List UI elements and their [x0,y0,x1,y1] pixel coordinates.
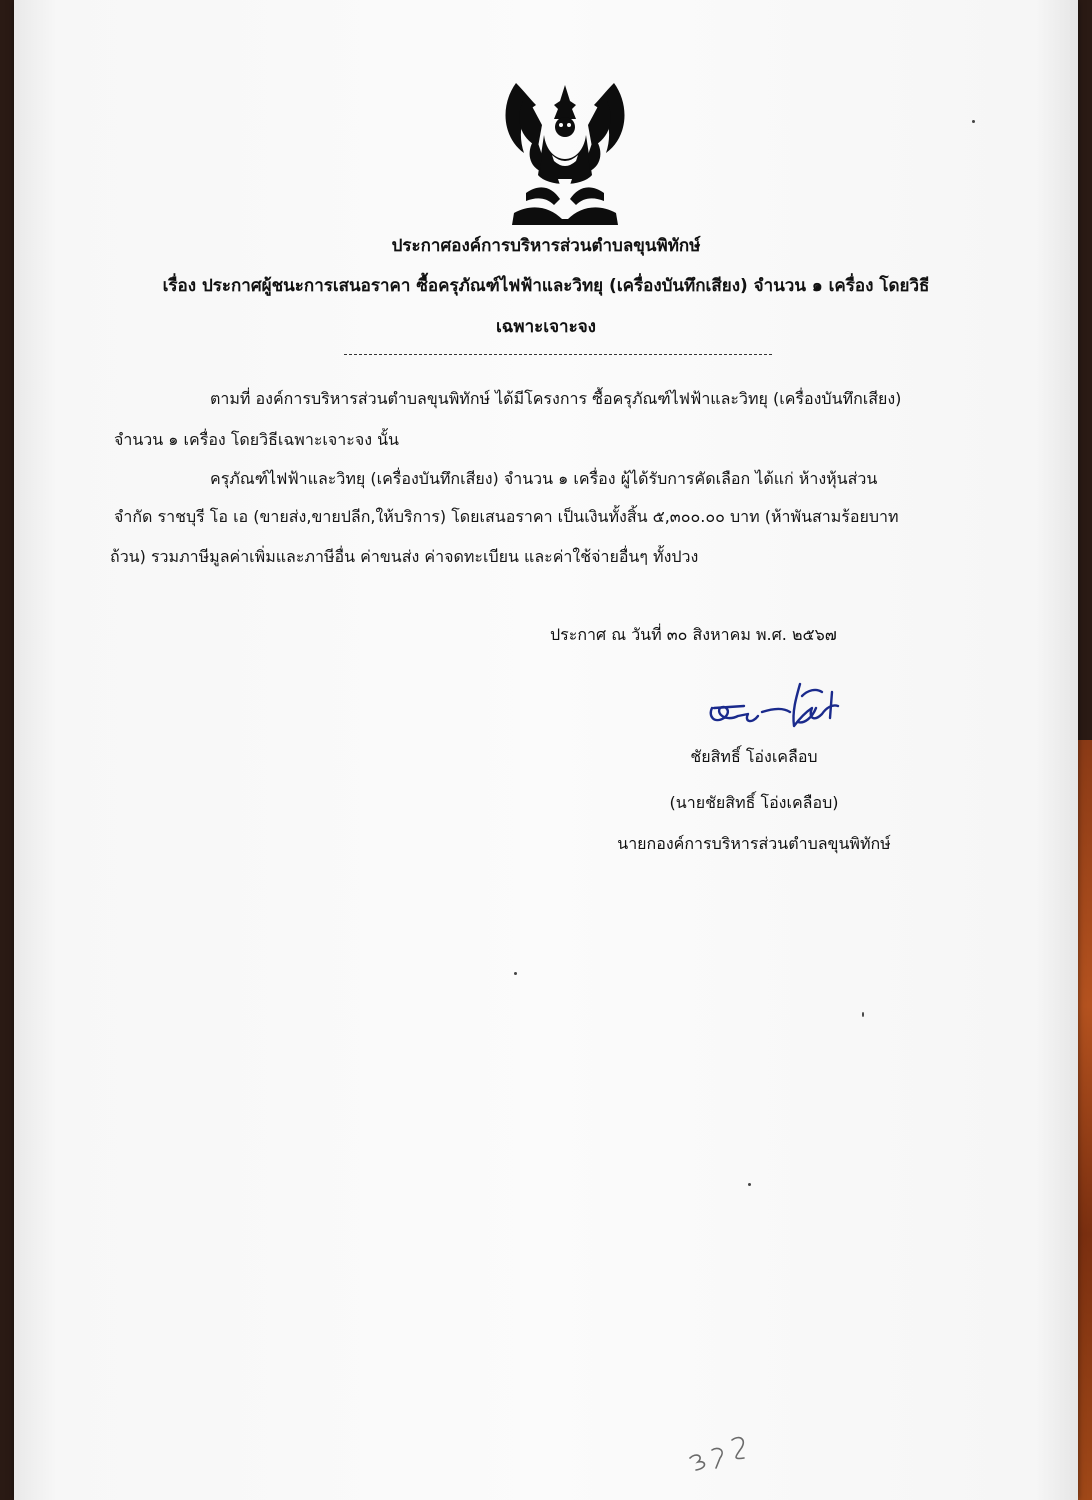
announcement-subject-line-1: เรื่อง ประกาศผู้ชนะการเสนอราคา ซื้อครุภัณฑ์ไฟฟ้าและวิทยุ (เครื่องบันทึกเสียง) จำนวน ๑ เครื่อง โดยวิธี [162,276,930,296]
body-line-2: จำนวน ๑ เครื่อง โดยวิธีเฉพาะเจาะจง นั้น [114,430,399,449]
separator-line [344,354,772,355]
handwritten-signature [704,678,854,736]
paper-speck [972,120,975,123]
paper-speck [514,972,517,975]
paper-speck [862,1012,864,1017]
announcement-heading: ประกาศองค์การบริหารส่วนตำบลขุนพิทักษ์ [391,236,701,256]
document-page [14,0,1078,1500]
signatory-name: ชัยสิทธิ์ โอ่งเคลือบ [690,747,818,766]
signatory-full-name: (นายชัยสิทธิ์ โอ่งเคลือบ) [669,793,839,812]
body-line-5: ถ้วน) รวมภาษีมูลค่าเพิ่มและภาษีอื่น ค่าขนส่ง ค่าจดทะเบียน และค่าใช้จ่ายอื่นๆ ทั้งปวง [110,547,699,566]
handwritten-page-number [682,1428,752,1474]
body-line-3: ครุภัณฑ์ไฟฟ้าและวิทยุ (เครื่องบันทึกเสียง) จำนวน ๑ เครื่อง ผู้ได้รับการคัดเลือก ได้แก่ ห้างหุ้นส่วน [210,469,878,488]
garuda-emblem-icon [496,75,634,227]
paper-speck [748,1183,751,1186]
background-wood [1076,740,1092,1500]
body-line-1: ตามที่ องค์การบริหารส่วนตำบลขุนพิทักษ์ ได้มีโครงการ ซื้อครุภัณฑ์ไฟฟ้าและวิทยุ (เครื่องบันทึกเสียง) [210,389,902,408]
announcement-subject-line-2: เฉพาะเจาะจง [496,317,596,337]
body-line-4: จำกัด ราชบุรี โอ เอ (ขายส่ง,ขายปลีก,ให้บริการ) โดยเสนอราคา เป็นเงินทั้งสิ้น ๕,๓๐๐.๐๐ บาท (ห้าพันสามร้อยบาท [114,507,899,526]
announcement-date: ประกาศ ณ วันที่ ๓๐ สิงหาคม พ.ศ. ๒๕๖๗ [550,625,837,644]
signatory-position: นายกองค์การบริหารส่วนตำบลขุนพิทักษ์ [617,834,891,853]
